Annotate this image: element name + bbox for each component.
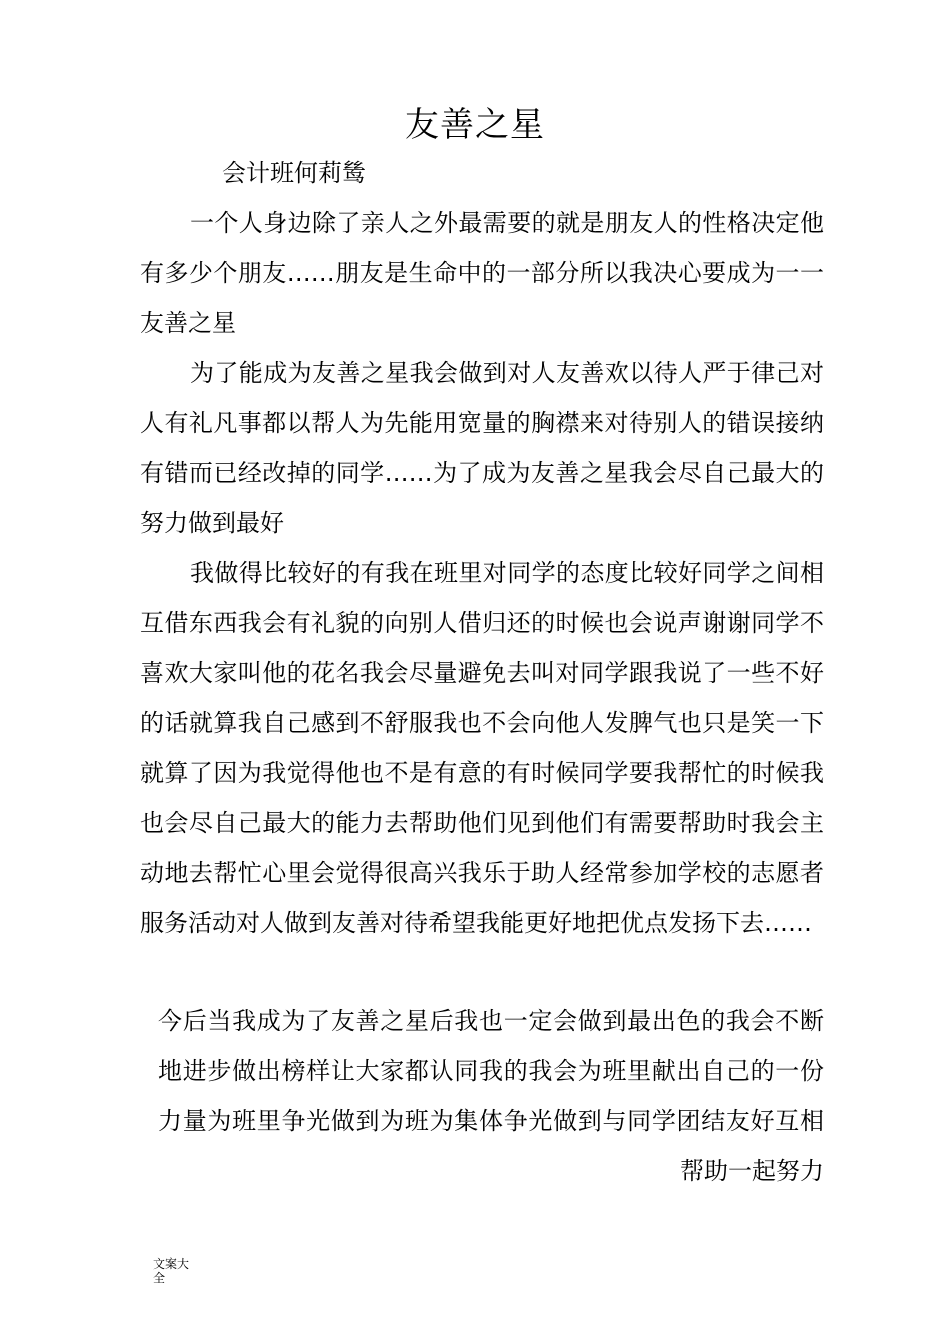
- author-line: 会计班何莉鸶: [222, 159, 366, 187]
- paragraph-intro: 一个人身边除了亲人之外最需要的就是朋友人的性格决定他有多少个朋友……朋友是生命中的一部分所以我决心要成为一一友善之星: [140, 209, 824, 337]
- paragraph-deeds: 我做得比较好的有我在班里对同学的态度比较好同学之间相互借东西我会有礼貌的向别人借归还的时候也会说声谢谢同学不喜欢大家叫他的花名我会尽量避免去叫对同学跟我说了一些不好的话就算我自己感到不舒服我也不会向他人发脾气也只是笑一下就算了因为我觉得他也不是有意的有时候同学要我帮忙的时候我也会尽自己最大的能力去帮助他们见到他们有需要帮助时我会主动地去帮忙心里会觉得很高兴我乐于助人经常参加学校的志愿者服务活动对人做到友善对待希望我能更好地把优点发扬下去……: [140, 559, 824, 937]
- paragraph-goal: 为了能成为友善之星我会做到对人友善欢以待人严于律己对人有礼凡事都以帮人为先能用宽量的胸襟来对待别人的错误接纳有错而已经改掉的同学……为了成为友善之星我会尽自己最大的努力做到最好: [140, 359, 824, 537]
- document-title: 友善之星: [405, 105, 545, 145]
- paragraph-future: 今后当我成为了友善之星后我也一定会做到最出色的我会不断地进步做出榜样让大家都认同我的我会为班里献出自己的一份力量为班里争光做到为班为集体争光做到与同学团结友好互相帮助一起努力: [158, 1007, 824, 1185]
- footer-text: 文案大全: [153, 1257, 190, 1285]
